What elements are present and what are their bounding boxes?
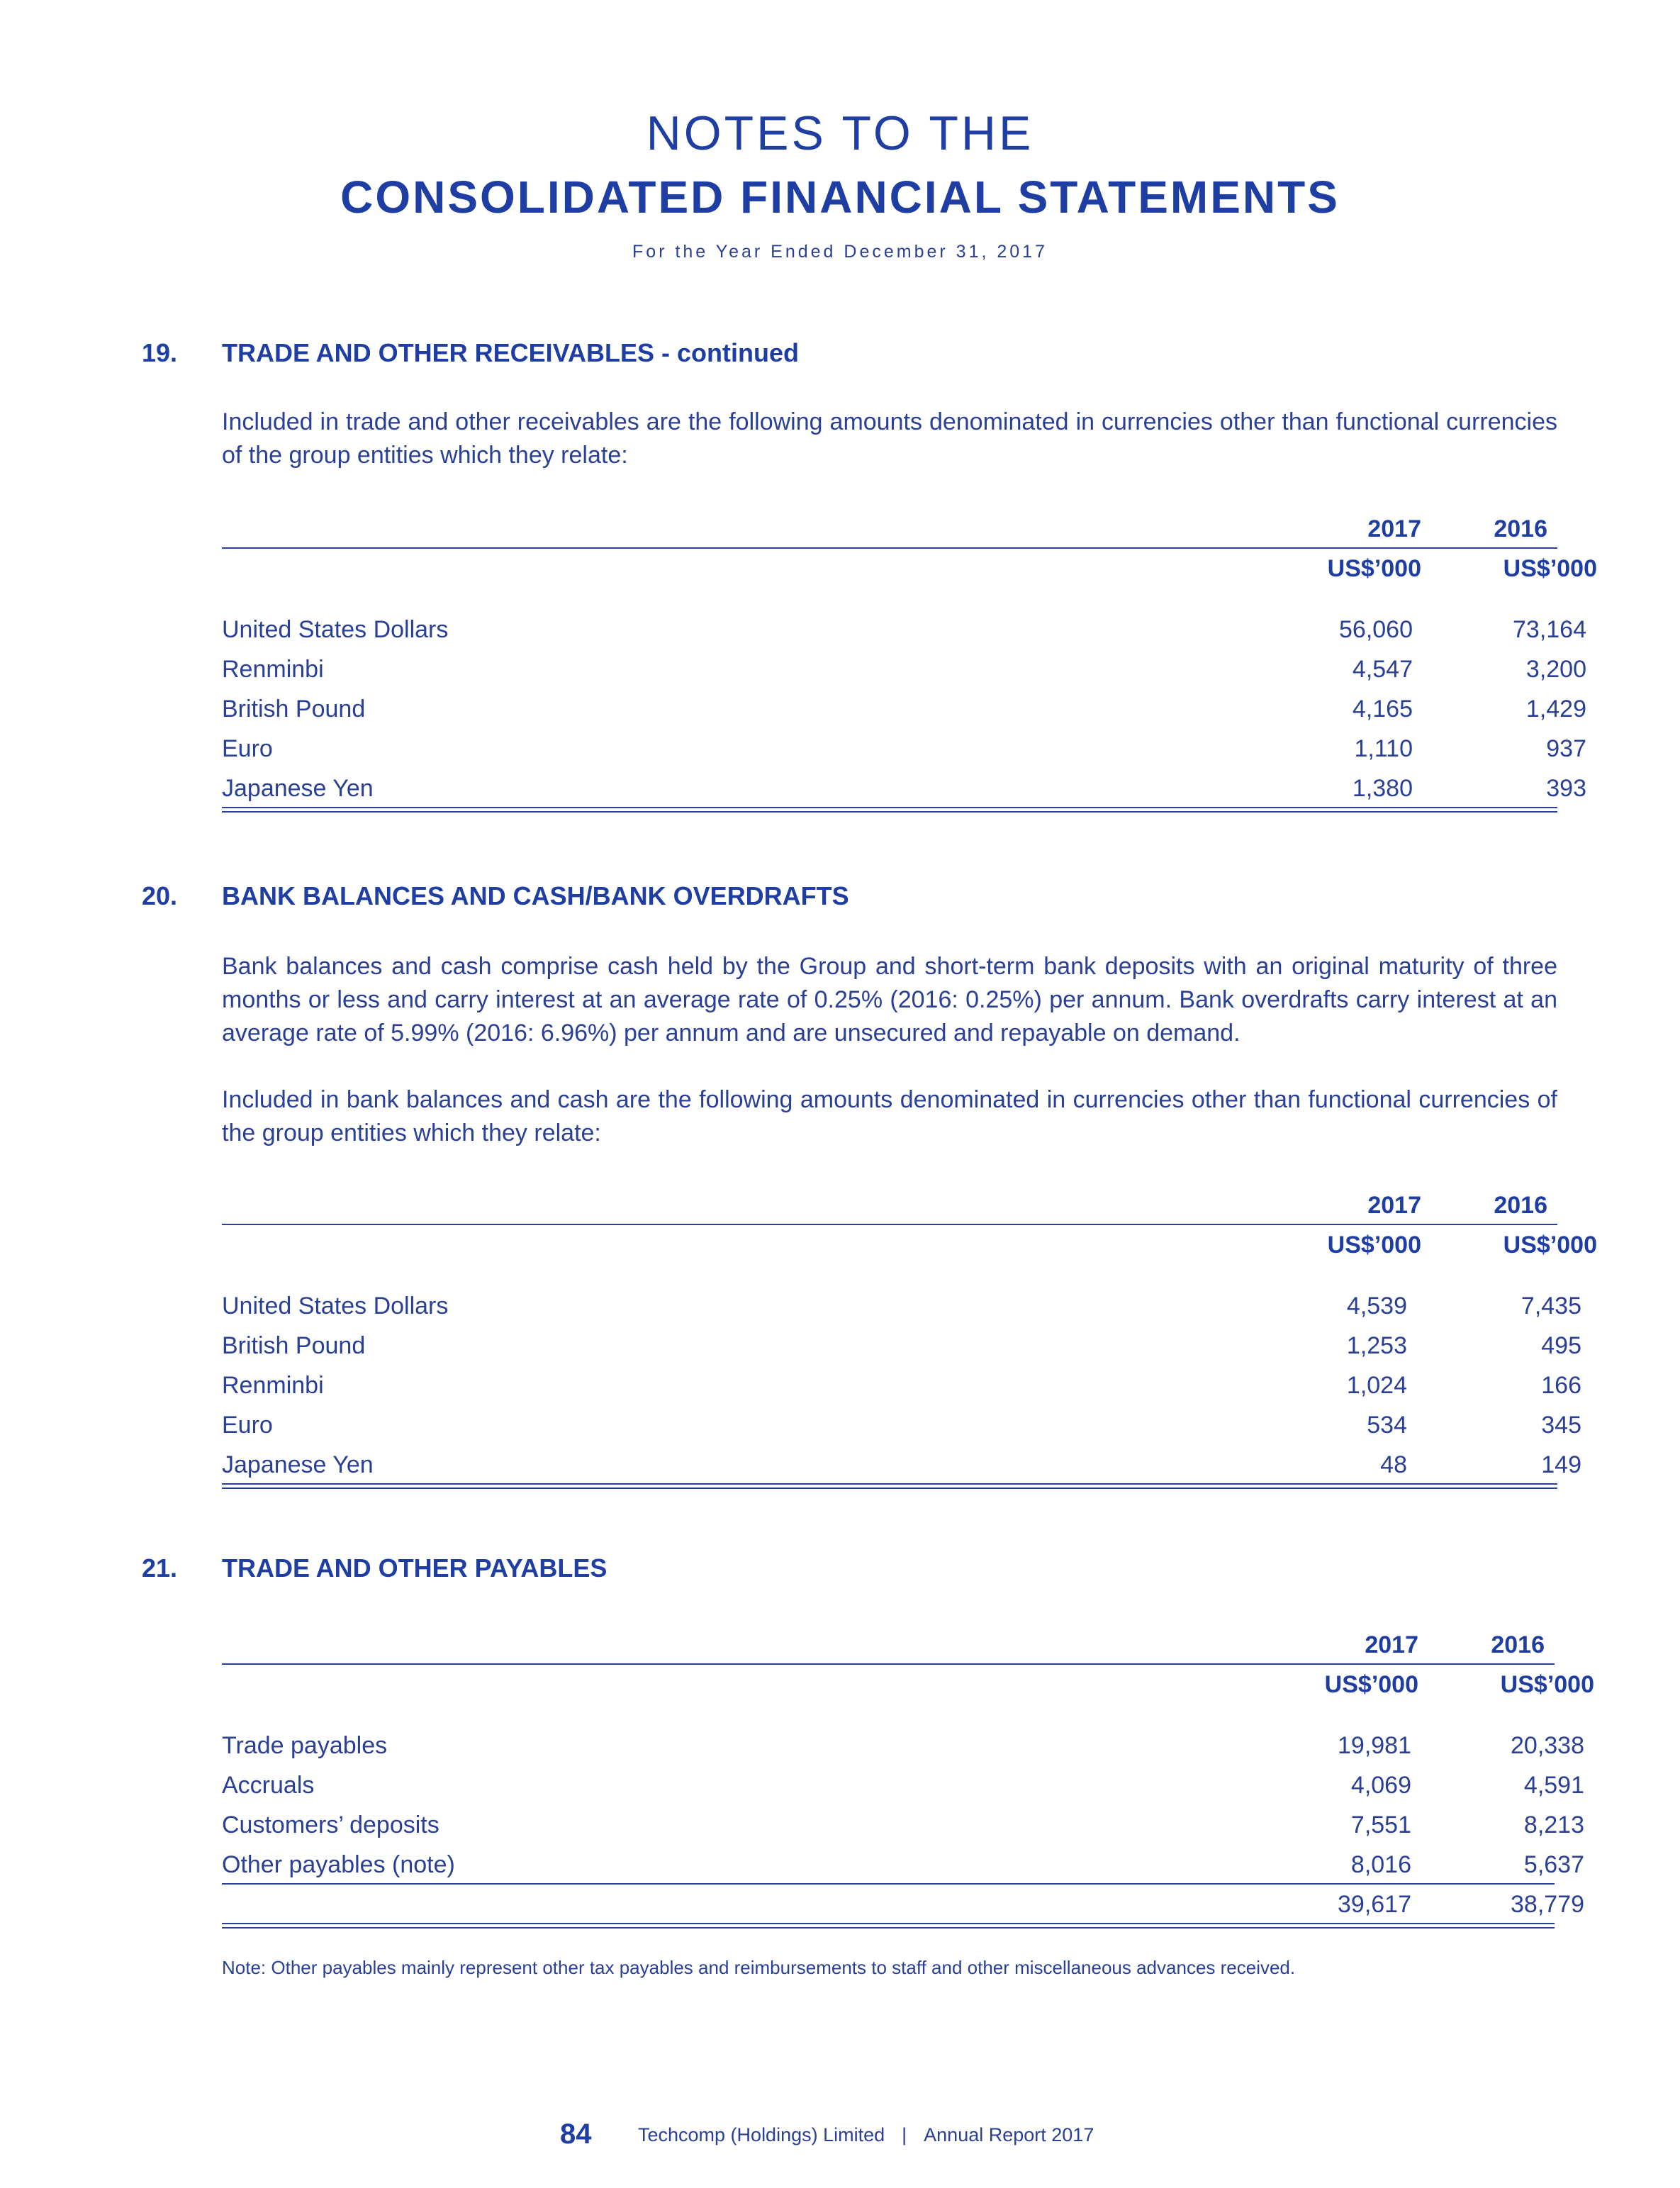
column-unit-2016: US$’000 [1503, 1232, 1597, 1258]
column-header-2017: 2017 [1367, 1192, 1421, 1219]
table-row-label: United States Dollars [222, 616, 449, 643]
table-row-label: Renminbi [222, 1372, 324, 1399]
header-notes-title: NOTES TO THE [646, 106, 1034, 160]
section-number: 20. [142, 881, 178, 910]
table-cell-2017: 4,547 [1352, 656, 1413, 683]
table-double-rule [222, 1483, 1557, 1489]
column-header-2017: 2017 [1367, 515, 1421, 542]
table-cell-2017: 7,551 [1350, 1812, 1411, 1838]
page-number: 84 [560, 2119, 592, 2150]
subtotal-rule [222, 1883, 1555, 1885]
payables-note: Note: Other payables mainly represent other tax payables and reimbursements to staff and other miscellaneous advances received. [222, 1957, 1296, 1978]
column-unit-2016: US$’000 [1500, 1671, 1594, 1698]
table-cell-2017: 1,253 [1346, 1332, 1407, 1359]
table-row-label: Japanese Yen [222, 1451, 374, 1478]
table-header-rule [222, 1224, 1557, 1225]
table-cell-2016: 149 [1541, 1451, 1581, 1478]
column-unit-2017: US$’000 [1324, 1671, 1418, 1698]
table-row-label: Euro [222, 735, 273, 762]
column-header-2016: 2016 [1494, 1192, 1547, 1219]
table-cell-2016: 1,429 [1525, 696, 1586, 722]
table-cell-2016: 393 [1546, 775, 1586, 802]
table-cell-2016: 8,213 [1523, 1812, 1584, 1838]
table-cell-2017: 48 [1380, 1451, 1407, 1478]
section-title: TRADE AND OTHER PAYABLES [222, 1553, 607, 1583]
table-cell-2016: 937 [1546, 735, 1586, 762]
table-row-label: Customers’ deposits [222, 1812, 439, 1838]
footer-company: Techcomp (Holdings) Limited [638, 2124, 885, 2145]
table-row-label: Other payables (note) [222, 1851, 455, 1878]
table-row-label: Japanese Yen [222, 775, 374, 802]
table-cell-2017: 1,380 [1352, 775, 1413, 802]
table-cell-2016: 3,200 [1525, 656, 1586, 683]
section-19-paragraph: Included in trade and other receivables are the following amounts denominated in currencies other than functional currencies of the group entities which they relate: [222, 408, 1557, 469]
table-cell-2017: 1,024 [1346, 1372, 1407, 1399]
table-cell-2017: 4,165 [1352, 696, 1413, 722]
section-20-paragraph-1: Bank balances and cash comprise cash held by the Group and short-term bank deposits with an original maturity of three months or less and carry interest at an average rate of 0.25% (2016: 0.25%) per annum. Bank overdrafts carry interest at an average rate of 5.99% (2016: 6.96%) per annum and are unsecured and repayable on demand. [222, 953, 1557, 1046]
section-number: 21. [142, 1553, 178, 1583]
table-cell-2016: 495 [1541, 1332, 1581, 1359]
column-header-2016: 2016 [1491, 1631, 1545, 1658]
table-header-rule [222, 1663, 1555, 1665]
section-title: TRADE AND OTHER RECEIVABLES - continued [222, 338, 800, 367]
table-row-label: British Pound [222, 1332, 366, 1359]
table-double-rule [222, 807, 1557, 813]
table-cell-2017: 4,069 [1350, 1772, 1411, 1799]
table-row-label: British Pound [222, 696, 366, 722]
total-2016: 38,779 [1511, 1891, 1584, 1918]
column-unit-2016: US$’000 [1503, 555, 1597, 582]
table-row-label: Renminbi [222, 656, 324, 683]
header-period: For the Year Ended December 31, 2017 [632, 242, 1048, 262]
total-2017: 39,617 [1338, 1891, 1411, 1918]
table-cell-2016: 4,591 [1523, 1772, 1584, 1799]
table-cell-2017: 4,539 [1346, 1293, 1407, 1319]
receivables-currency-table [222, 515, 1597, 813]
section-20-paragraph-2: Included in bank balances and cash are the following amounts denominated in currencies other than functional currencies of the group entities which they relate: [222, 1086, 1557, 1146]
table-cell-2016: 73,164 [1513, 616, 1586, 643]
column-unit-2017: US$’000 [1327, 1232, 1421, 1258]
table-cell-2017: 1,110 [1354, 735, 1413, 762]
column-header-2017: 2017 [1365, 1631, 1418, 1658]
table-row-label: Accruals [222, 1772, 315, 1799]
table-cell-2016: 345 [1541, 1412, 1581, 1439]
table-cell-2017: 534 [1367, 1412, 1407, 1439]
section-title: BANK BALANCES AND CASH/BANK OVERDRAFTS [222, 881, 849, 910]
table-cell-2016: 166 [1541, 1372, 1581, 1399]
table-row-label: Euro [222, 1412, 273, 1439]
column-header-2016: 2016 [1494, 515, 1547, 542]
table-cell-2017: 8,016 [1350, 1851, 1411, 1878]
section-number: 19. [142, 338, 178, 367]
payables-table [222, 1631, 1594, 1929]
footer-report: Annual Report 2017 [924, 2124, 1094, 2145]
table-row-label: Trade payables [222, 1732, 388, 1759]
table-cell-2016: 20,338 [1511, 1732, 1584, 1759]
page-footer [0, 2116, 1680, 2152]
table-double-rule [222, 1923, 1555, 1929]
footer-text [638, 2122, 1094, 2148]
bank-balances-currency-table [222, 1191, 1597, 1489]
table-cell-2016: 5,637 [1523, 1851, 1584, 1878]
header-main-title: CONSOLIDATED FINANCIAL STATEMENTS [340, 172, 1340, 223]
table-cell-2017: 56,060 [1339, 616, 1413, 643]
table-header-rule [222, 547, 1557, 549]
column-unit-2017: US$’000 [1327, 555, 1421, 582]
table-row-label: United States Dollars [222, 1293, 449, 1319]
table-cell-2016: 7,435 [1521, 1293, 1581, 1319]
footer-separator: | [902, 2124, 907, 2145]
table-cell-2017: 19,981 [1338, 1732, 1411, 1759]
